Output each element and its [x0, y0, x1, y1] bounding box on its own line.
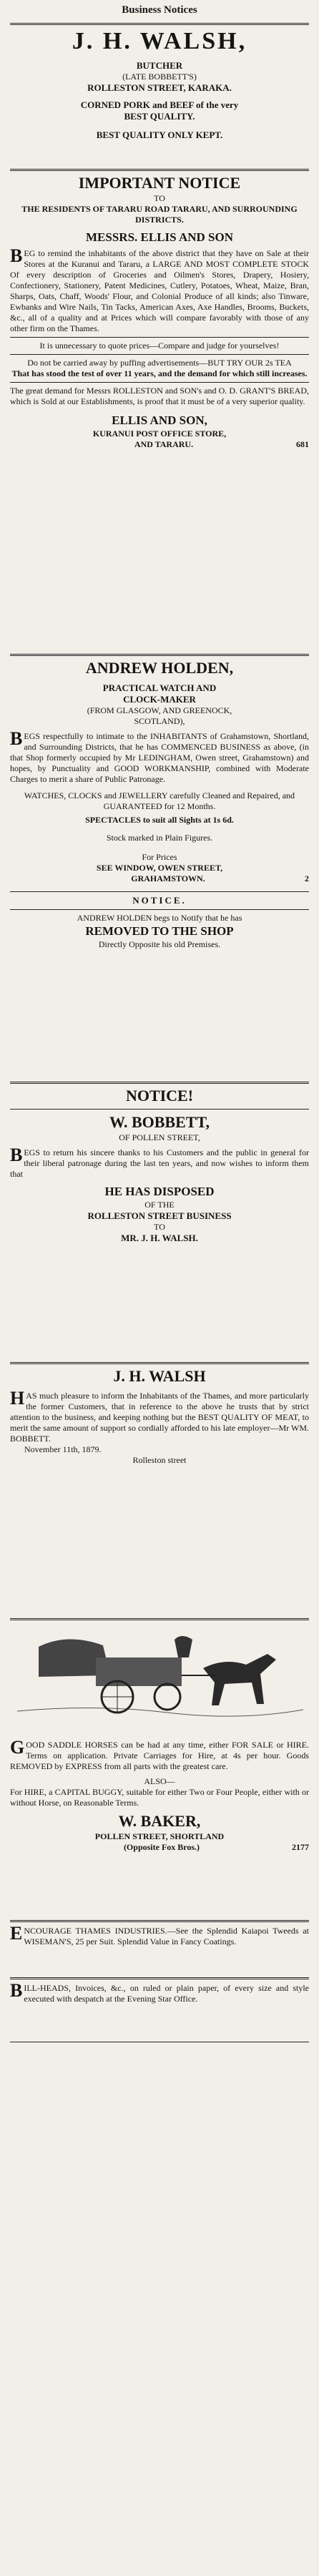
product-line: CORNED PORK and BEEF of the very: [80, 99, 239, 110]
body-text: WATCHES, CLOCKS and JEWELLERY carefully Cleaned and Repaired, and GUARANTEED for 12 Months.: [24, 790, 295, 811]
divider: [10, 23, 309, 25]
ad-number: 2177: [292, 1842, 309, 1852]
firm-name: MESSRS. ELLIS AND SON: [86, 230, 233, 244]
disposed-line: HE HAS DISPOSED: [104, 1185, 215, 1198]
body-text: BEG to remind the inhabitants of the above district that they have on Sale at their Stores at the Kuranui and Tararu, a LARGE AND MOST COMPLETE STOCK Of every description of Groceries and Oilmen's Stores, Drapery, Hosiery, Confectionery, Stationery, Patent Medicines, Cutlery, Potatoes, Wheat, Maize, Bran, Sharps, Oats, Chaff, Woods' Flour, and Colonial Produce of all kinds; also Tinware, Ewbanks and Wire Nails, Tin Tacks, American Axes, Axe Handles, Brooms, Buckets, &c., all of a quality and at Prices which will compare favorably with those of any other firm on the Thames.: [10, 245, 309, 333]
body-text: GOOD SADDLE HORSES can be had at any time, either FOR SALE or HIRE. Terms on application. Private Carriages for Hire, at 4s per hour. Goods REMOVED by EXPRESS from all parts with the greatest care.: [10, 1737, 309, 1771]
walsh-butcher-ad: [10, 27, 309, 141]
ad-number: 2: [305, 873, 309, 883]
to-line: TO: [154, 1222, 165, 1232]
of-line: OF POLLEN STREET,: [119, 1132, 200, 1142]
also-line: ALSO—: [144, 1776, 175, 1786]
body-text: That has stood the test of over 11 years, and the demand for which still increases.: [11, 368, 308, 378]
business-line: ROLLESTON STREET BUSINESS: [87, 1210, 232, 1221]
divider: [10, 891, 309, 892]
divider: [10, 1917, 309, 1925]
trade-line: CLOCK-MAKER: [123, 694, 196, 705]
trade-line: BUTCHER: [136, 60, 183, 71]
divider: [10, 1615, 309, 1623]
advertiser-name: W. BAKER,: [118, 1812, 201, 1830]
advertiser-name: J. H. WALSH,: [72, 28, 247, 54]
body-text: Directly Opposite his old Premises.: [98, 939, 221, 949]
address-line: POLLEN STREET, SHORTLAND: [94, 1831, 225, 1841]
body-text: For HIRE, a CAPITAL BUGGY, suitable for either Two or Four People, either with or without Horse, on Reasonable Terms.: [10, 1787, 309, 1808]
from-line: SCOTLAND),: [134, 716, 185, 726]
divider: [10, 909, 309, 910]
billheads-ad: [10, 1980, 309, 2004]
andrew-holden-ad: [10, 658, 309, 950]
removal-line: REMOVED TO THE SHOP: [85, 924, 234, 938]
divider: [10, 1974, 309, 1982]
signature-line: KURANUI POST OFFICE STORE,: [92, 428, 227, 439]
body-text: Stock marked in Plain Figures.: [106, 833, 213, 843]
from-line: (FROM GLASGOW, AND GREENOCK,: [87, 705, 232, 715]
notice-title: NOTICE!: [125, 1087, 194, 1105]
encourage-ad: [10, 1923, 309, 1947]
advertiser-name: W. BOBBETT,: [109, 1113, 210, 1131]
body-text: ENCOURAGE THAMES INDUSTRIES.—See the Splendid Kaiapoi Tweeds at WISEMAN'S, 25 per Suit. Splendid Value in Fancy Coatings.: [10, 1923, 309, 1946]
notice-title: IMPORTANT NOTICE: [78, 174, 241, 192]
see-line: SEE WINDOW, OWEN STREET,: [96, 863, 223, 873]
divider: [10, 337, 309, 338]
divider: [10, 382, 309, 383]
body-text: BEGS respectfully to intimate to the INHABITANTS of Grahamstown, Shortland, and Surrounding Districts, that he has COMMENCED BUSINESS as above, (in that Shop formerly occupied by Mr LEDINGHAM, Owen street, Grahamstown) and hopes, by Punctuality and GOOD WORKMANSHIP, combined with Moderate Charges to merit a share of Public Patronage.: [10, 728, 309, 784]
ad-number: 681: [296, 439, 309, 449]
divider: [10, 1109, 309, 1110]
place-line: Rolleston street: [132, 1455, 187, 1465]
of-the-line: OF THE: [144, 1200, 175, 1210]
trade-line: PRACTICAL WATCH AND: [102, 682, 217, 693]
recipient-line: MR. J. H. WALSH.: [121, 1233, 198, 1243]
body-text: ANDREW HOLDEN begs to Notify that he has: [77, 913, 242, 923]
body-text: HAS much pleasure to inform the Inhabitants of the Thames, and more particularly the former Customers, that in reference to the above he trusts that by strict attention to the business, and keeping nothing but the BEST QUALITY OF MEAT, to merit the same amount of support so cordially afforded to his late employer—Mr WM. BOBBETT.: [10, 1388, 309, 1444]
prices-line: For Prices: [142, 852, 177, 862]
body-text: SPECTACLES to suit all Sights at 1s 6d.: [85, 815, 234, 825]
advertiser-name: J. H. WALSH: [113, 1367, 206, 1385]
body-text: It is unnecessary to quote prices—Compare and judge for yourselves!: [39, 341, 280, 351]
body-text: BILL-HEADS, Invoices, &c., on ruled or plain paper, of every size and style executed with despatch at the Evening Star Office.: [10, 1980, 309, 2004]
slogan-line: BEST QUALITY ONLY KEPT.: [96, 129, 223, 140]
carriage-illustration: [10, 1625, 309, 1733]
bobbett-notice-ad: [10, 1086, 309, 1244]
opposite-line: (Opposite Fox Bros.) 2177: [123, 1842, 309, 1852]
body-text: The great demand for Messrs ROLLESTON and SON's and O. D. GRANT'S BREAD, which is Sold at our Establishments, is proof that it must be of a very superior quality.: [10, 386, 309, 406]
divider: [10, 354, 309, 355]
section-header: Business Notices: [122, 4, 197, 16]
signature-line: AND TARARU. 681: [134, 439, 309, 449]
advertiser-name: ANDREW HOLDEN,: [85, 659, 234, 677]
baker-ad: [10, 1737, 309, 1853]
date-line: November 11th, 1879.: [24, 1444, 102, 1454]
notice-title: NOTICE.: [132, 895, 187, 906]
to-line: TO: [154, 193, 165, 203]
body-text: Do not be carried away by puffing advertisements—BUT TRY OUR 2s TEA: [27, 358, 292, 368]
divider: [10, 2039, 309, 2045]
quality-line: BEST QUALITY.: [124, 111, 195, 122]
late-line: (LATE BOBBETT'S): [122, 72, 197, 82]
body-text: BEGS to return his sincere thanks to his Customers and the public in general for their liberal patronage during the last ten years, and now wishes to inform them that: [10, 1145, 309, 1179]
town-line: GRAHAMSTOWN. 2: [131, 873, 309, 883]
signature: ELLIS AND SON,: [112, 413, 207, 427]
ellis-son-ad: [10, 173, 309, 450]
walsh-notice-ad: [10, 1366, 309, 1466]
address-line: ROLLESTON STREET, KARAKA.: [87, 82, 232, 93]
residents-line: THE RESIDENTS OF TARARU ROAD TARARU, AND SURROUNDING DISTRICTS.: [21, 204, 298, 225]
